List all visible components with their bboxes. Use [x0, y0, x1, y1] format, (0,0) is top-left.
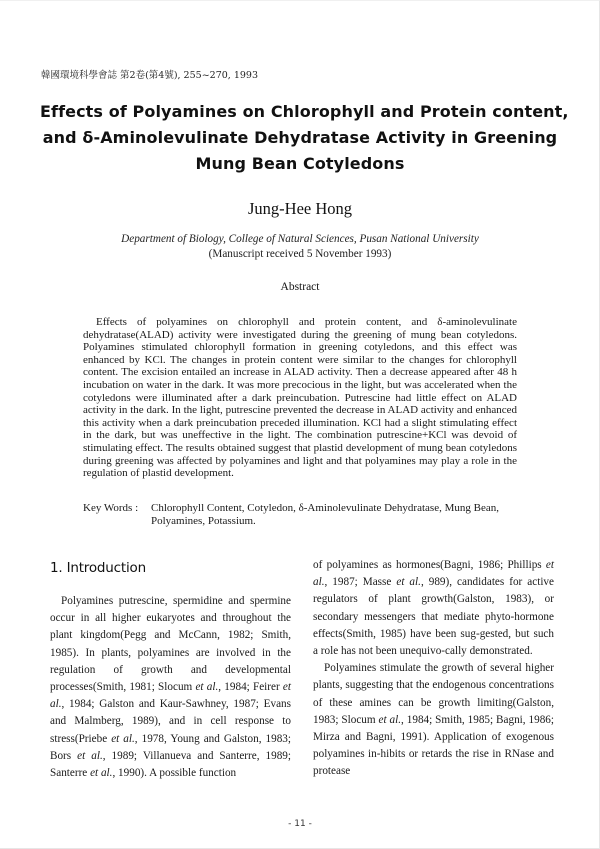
italic-et-al: et al.	[111, 732, 135, 745]
title-line-2: and δ-Aminolevulinate Dehydratase Activity in Greening	[42, 128, 558, 147]
journal-reference: 韓國環境科學會誌 第2卷(第4號), 255~270, 1993	[41, 70, 259, 81]
text-run: , 1984; Smith, 1985; Bagni, 1986; Mirza and Bagni, 1991). Application of exogenous polyamines in-hibits or retards the rise in RNase and protease	[313, 713, 554, 778]
text-run: Polyamines stimulate the growth of several higher plants, suggesting that the endogenous concentrations of these amines can be growth limiting(Galston, 1983; Slocum	[313, 662, 554, 726]
intro-paragraph-1	[50, 593, 291, 782]
keywords-label: Key Words :	[83, 502, 139, 514]
abstract-heading: Abstract	[280, 281, 320, 293]
intro-paragraph-2	[313, 660, 554, 780]
italic-et-al: et al.	[378, 713, 402, 726]
text-run: , 1987; Masse	[324, 576, 397, 589]
italic-et-al: et al.	[195, 681, 219, 694]
keywords-values: Chlorophyll Content, Cotyledon, δ-Aminolevulinate Dehydratase, Mung Bean, Polyamines, Potassium.	[151, 502, 499, 527]
title-line-1: Effects of Polyamines on Chlorophyll and Protein content,	[40, 102, 569, 121]
page-number: - 11 -	[288, 819, 312, 829]
manuscript-received-date: (Manuscript received 5 November 1993)	[208, 248, 392, 260]
author-affiliation: Department of Biology, College of Natural Sciences, Pusan National University	[121, 233, 479, 245]
text-run: of polyamines as hormones(Bagni, 1986; Phillips	[313, 559, 546, 571]
abstract-text: Effects of polyamines on chlorophyll and protein content, and δ-aminolevulinate dehydratase(ALAD) activity were investigated during the greening of mung bean cotyledons. Polyamines stimulated chlorophyll formation in greening cotyledons, and this effect was enhanced by KCl. The changes in protein content were similar to the changes for chlorophyll content. The excision entailed an increase in ALAD activity. Then a decrease appeared after 48 h incubation on water in the dark. It was more precocious in the light, but was accelerated when the cotyledons were illuminated after a dark preincubation. Putrescine had little effect on ALAD activity in the dark. In the light, putrescine prevented the decrease in ALAD activity and enhanced this activity when a dark preincubation preceded illumination. KCl had a slight stimulating effect in the dark, but was uneffective in the light. The combination putrescine+KCl was devoid of stimulating effect. The results obtained suggest that plastid development of mung bean cotyledons during greening was affected by polyamines and light and that polyamines may play a role in the regulation of plastid development.	[83, 316, 517, 480]
italic-et-al: et al.	[313, 559, 554, 589]
text-run: , 1990). A possible function	[112, 767, 237, 780]
italic-et-al: et al.	[90, 767, 113, 780]
body-column-right	[313, 557, 554, 781]
text-run: , 989), candidates for active regulators of plant growth(Galston, 1983), or secondary messengers that mediate phyto-hormone effects(Smith, 1985) have been sug-gested, but such a role has not been unequivo-cally demonstrated.	[313, 576, 554, 658]
italic-et-al: et al.	[396, 576, 421, 589]
italic-et-al: et al.	[50, 681, 291, 711]
text-run: , 1978, Young and Galston, 1983; Bors	[50, 732, 291, 762]
title-line-3: Mung Bean Cotyledons	[195, 154, 405, 173]
author-name: Jung-Hee Hong	[247, 199, 353, 218]
text-run: , 1989; Villanueva and Santerre, 1989; Santerre	[50, 749, 291, 780]
text-run: , 1984; Feirer	[218, 681, 283, 694]
text-run: Polyamines putrescine, spermidine and spermine occur in all higher eukaryotes and throughout the plant kingdom(Pegg and McCann, 1982; Smith, 1985). In plants, polyamines are involved in the regulation of growth and developmental processes(Smith, 1981; Slocum	[50, 595, 291, 694]
section-heading-introduction: 1. Introduction	[50, 560, 146, 576]
paper-title	[40, 99, 569, 177]
text-run: , 1984; Galston and Kaur-Sawhney, 1987; Evans and Malmberg, 1989), and in cell response to stress(Priebe	[50, 698, 291, 745]
body-column-left	[50, 593, 291, 782]
intro-paragraph-1-continued	[313, 557, 554, 660]
italic-et-al: et al.	[77, 749, 103, 762]
